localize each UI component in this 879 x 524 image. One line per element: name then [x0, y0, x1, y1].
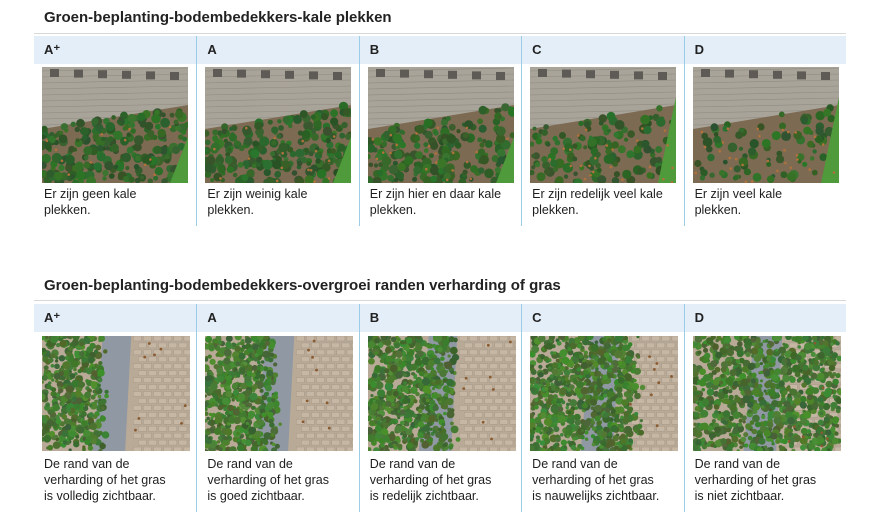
caption-line: plekken.	[207, 203, 254, 217]
caption	[207, 456, 354, 504]
grade-label: A⁺	[44, 310, 61, 325]
photo-edge-overgrowth	[693, 336, 841, 451]
rating-cell-d	[684, 304, 846, 512]
photo-wall-groundcover	[368, 67, 514, 183]
grade-bar	[522, 36, 683, 64]
caption-line: is volledig zichtbaar.	[44, 489, 156, 503]
rating-cell-b	[359, 304, 521, 512]
rating-cell-a-plus	[34, 36, 196, 226]
caption-line: De rand van de	[694, 457, 781, 471]
grade-label: B	[369, 310, 380, 325]
grade-bar	[685, 36, 846, 64]
caption-line: Er zijn hier en daar kale	[369, 187, 502, 201]
caption	[370, 186, 517, 218]
caption-line: De rand van de	[532, 457, 618, 471]
section-edge-overgrowth	[34, 268, 846, 516]
grade-bar	[360, 304, 521, 332]
section-title: Groen-beplanting-bodembedekkers-kale plekken	[44, 9, 392, 26]
caption	[207, 186, 354, 218]
caption	[695, 456, 842, 504]
rating-cell-c	[521, 36, 683, 226]
caption-line: is redelijk zichtbaar.	[369, 489, 479, 503]
caption	[370, 456, 517, 504]
photo-wall-groundcover	[693, 67, 839, 183]
caption-line: plekken.	[369, 203, 417, 217]
grade-bar	[685, 304, 846, 332]
caption-line: verharding of het gras	[207, 473, 329, 487]
grade-label: C	[532, 42, 542, 57]
grade-bar	[197, 304, 358, 332]
caption-line: plekken.	[44, 203, 91, 217]
caption-line: is goed zichtbaar.	[207, 489, 305, 503]
caption-line: De rand van de	[369, 457, 456, 471]
rating-cell-c	[521, 304, 683, 512]
photo-edge-overgrowth	[530, 336, 678, 451]
caption-line: Er zijn redelijk veel kale	[532, 187, 663, 201]
rating-grid	[34, 304, 846, 512]
grade-bar	[522, 304, 683, 332]
grade-label: A	[207, 42, 217, 57]
caption-line: verharding of het gras	[694, 473, 817, 487]
caption-line: verharding of het gras	[44, 473, 166, 487]
photo-edge-overgrowth	[42, 336, 190, 451]
photo-edge-overgrowth	[205, 336, 353, 451]
caption-line: verharding of het gras	[369, 473, 492, 487]
caption-line: is niet zichtbaar.	[694, 489, 785, 503]
grade-label: D	[694, 310, 704, 325]
caption	[532, 186, 679, 218]
grade-bar	[34, 304, 196, 332]
rating-cell-b	[359, 36, 521, 226]
caption	[695, 186, 842, 218]
section-title: Groen-beplanting-bodembedekkers-overgroei randen verharding of gras	[44, 277, 561, 294]
divider	[34, 300, 846, 301]
grade-label: A⁺	[44, 42, 61, 57]
caption-line: verharding of het gras	[532, 473, 654, 487]
grade-bar	[34, 36, 196, 64]
rating-cell-a	[196, 304, 358, 512]
caption-line: Er zijn veel kale	[694, 187, 783, 201]
section-bare-patches	[34, 0, 846, 230]
photo-wall-groundcover	[205, 67, 351, 183]
photo-wall-groundcover	[530, 67, 676, 183]
photo-wall-groundcover	[42, 67, 188, 183]
grade-bar	[197, 36, 358, 64]
divider	[34, 33, 846, 34]
caption-line: plekken.	[532, 203, 579, 217]
caption-line: is nauwelijks zichtbaar.	[532, 489, 660, 503]
caption	[44, 186, 192, 218]
photo-edge-overgrowth	[368, 336, 516, 451]
rating-cell-a	[196, 36, 358, 226]
grade-label: C	[532, 310, 542, 325]
rating-cell-a-plus	[34, 304, 196, 512]
caption	[44, 456, 192, 504]
grade-bar	[360, 36, 521, 64]
caption-line: De rand van de	[207, 457, 293, 471]
caption-line: Er zijn geen kale	[44, 187, 137, 201]
grade-label: D	[694, 42, 704, 57]
grade-label: A	[207, 310, 217, 325]
grade-label: B	[369, 42, 380, 57]
rating-grid	[34, 36, 846, 226]
caption-line: plekken.	[694, 203, 742, 217]
rating-cell-d	[684, 36, 846, 226]
caption-line: Er zijn weinig kale	[207, 187, 308, 201]
caption	[532, 456, 679, 504]
caption-line: De rand van de	[44, 457, 130, 471]
